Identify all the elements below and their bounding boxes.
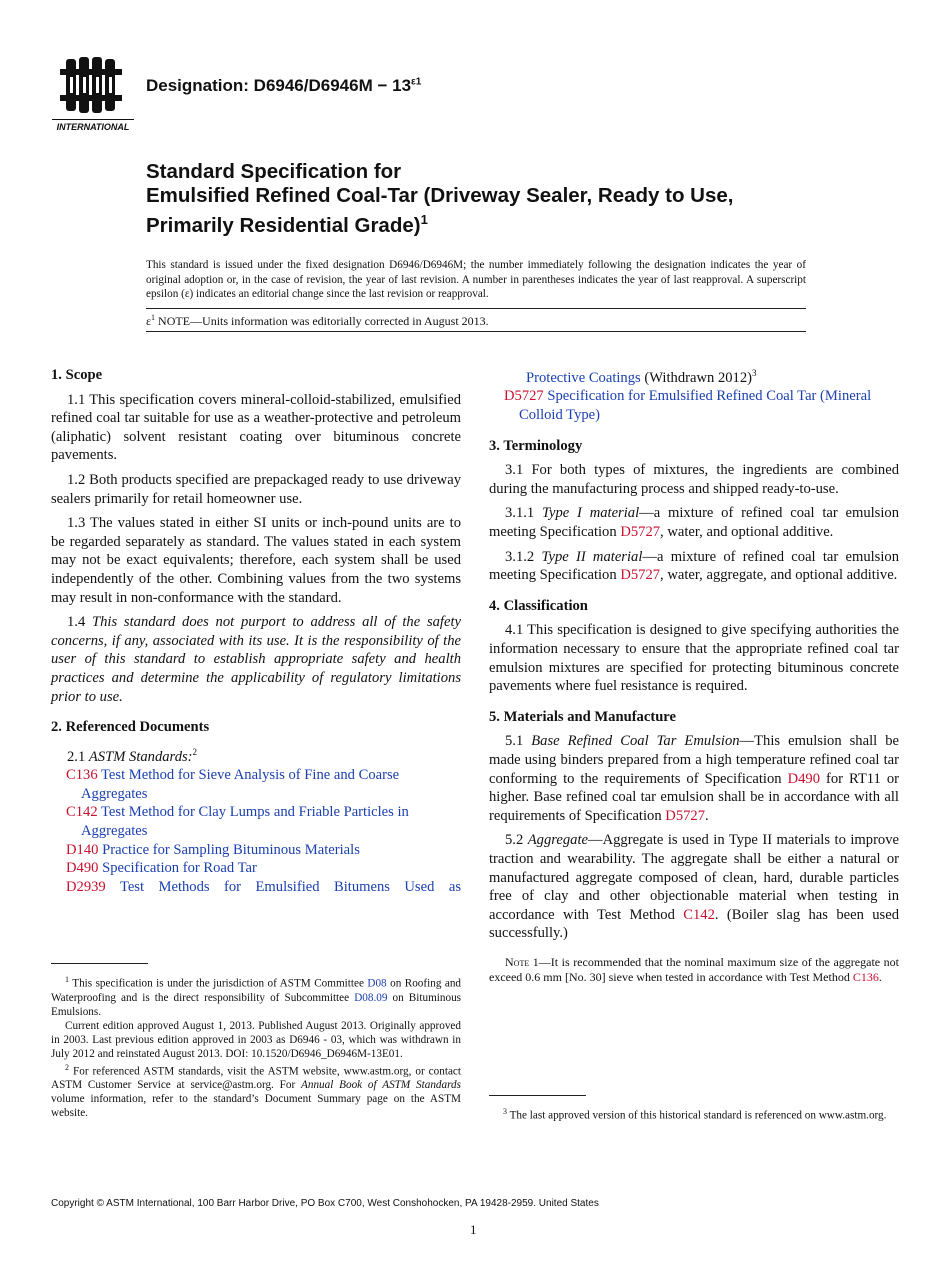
footnote-rule xyxy=(489,1095,586,1096)
note-text: —It is recommended that the nominal maximum size of the aggregate not exceed 0.6 mm [No. 30] sieve when tested in accordance with Test Method xyxy=(489,954,899,984)
paragraph-1-4 xyxy=(51,613,461,706)
footnote-text: on Bituminous Emulsions. xyxy=(51,991,462,1018)
paragraph-text: —Aggregate is used in Type II materials to improve traction and wearability. The aggregate shall be either a natural or manufactured aggregate composed of clean, hard, durable particles free of clay and other objectionable material when testing in accordance with Test Method xyxy=(489,832,899,923)
committee-link[interactable]: D08 xyxy=(367,977,387,990)
footnote-1-edition: Current edition approved August 1, 2013. Published August 2013. Originally approved in 2003. Last previous edition approved in 2003 as D6946 - 03, which was withdrawn in July 2012 and reinstated August 2013. DOI: 10.1520/D6946_D6946M-13E01. xyxy=(51,1019,461,1060)
reference-title[interactable]: Specification for Emulsified Refined Coal Tar (Mineral Colloid Type) xyxy=(519,388,872,424)
paragraph-3-1: 3.1 For both types of mixtures, the ingredients are combined during the manufacturing process and shipped ready-to-use. xyxy=(489,462,899,497)
section-heading-scope: 1. Scope xyxy=(51,367,103,383)
title-line-3: Primarily Residential Grade) xyxy=(146,213,421,237)
paragraph-5-2 xyxy=(489,831,899,943)
footnote-text: This specification is under the jurisdiction of ASTM Committee xyxy=(69,977,368,990)
defined-term: Base Refined Coal Tar Emulsion xyxy=(531,733,740,750)
reference-code[interactable]: C136 xyxy=(66,767,98,784)
paragraph-text: —a mixture of refined coal tar emulsion meeting Specification xyxy=(489,548,899,584)
reference-link[interactable]: D490 xyxy=(787,770,821,787)
footnote-number: 3 xyxy=(503,1107,507,1116)
paragraph-text: , water, aggregate, and optional additive. xyxy=(660,567,898,584)
note-label: Note 1 xyxy=(505,954,539,969)
paragraph-2-1 xyxy=(51,743,461,766)
footnote-text: volume information, refer to the standard’s Document Summary page on the ASTM website. xyxy=(51,1093,461,1120)
footnote-3 xyxy=(489,1105,899,1123)
reference-item[interactable] xyxy=(66,878,461,897)
reference-title[interactable]: Protective Coatings xyxy=(526,369,641,386)
paragraph-text: for RT11 or higher. Base refined coal tar emulsion shall be in accordance with all requirements of Specification xyxy=(489,770,899,824)
reference-title[interactable]: Test Method for Clay Lumps and Friable Particles in Aggregates xyxy=(81,804,409,839)
paragraph-number: 1.4 xyxy=(67,614,93,631)
title-line-2: Emulsified Refined Coal-Tar (Driveway Sealer, Ready to Use, xyxy=(146,184,734,207)
reference-link[interactable]: D5727 xyxy=(620,567,661,584)
footnote-number: 2 xyxy=(65,1062,69,1072)
reference-item[interactable] xyxy=(504,387,899,424)
paragraph-1-1: 1.1 This specification covers mineral-colloid-stabilized, emulsified refined coal tar suitable for use as a weather-protective and petroleum (aliphatic) solvent resistant coating over bituminous concrete pavements. xyxy=(51,391,461,464)
epsilon-symbol: ε xyxy=(146,314,152,328)
paragraph-number: 3.1.2 xyxy=(505,548,542,565)
paragraph-number: 5.1 xyxy=(505,733,532,750)
reference-item[interactable] xyxy=(66,766,461,803)
reference-title[interactable]: Test Methods for Emulsified Bitumens Used as xyxy=(119,878,461,895)
section-heading-referenced-documents: 2. Referenced Documents xyxy=(51,719,210,736)
paragraph-number: 2.1 xyxy=(67,748,89,765)
footnote-ref: 3 xyxy=(752,368,757,378)
paragraph-text: . xyxy=(705,807,709,824)
paragraph-text: , water, and optional additive. xyxy=(660,524,834,541)
title-line-1: Standard Specification for xyxy=(146,160,402,183)
subcommittee-link[interactable]: D08.09 xyxy=(354,991,388,1004)
paragraph-3-1-2 xyxy=(489,548,899,585)
defined-term: Aggregate xyxy=(527,832,588,849)
reference-code[interactable]: D2939 xyxy=(66,878,106,895)
svg-text:INTERNATIONAL: INTERNATIONAL xyxy=(56,122,130,132)
reference-code[interactable]: D5727 xyxy=(504,388,544,405)
left-column xyxy=(51,366,461,896)
divider xyxy=(146,308,806,309)
epsilon-note xyxy=(146,313,489,329)
footnote-number: 1 xyxy=(65,975,69,984)
title-footnote-ref: 1 xyxy=(420,212,428,227)
reference-item[interactable] xyxy=(66,841,461,860)
paragraph-1-3: 1.3 The values stated in either SI units or inch-pound units are to be regarded separately as standard. The values stated in each system may not be exact equivalents; therefore, each system shall be used independently of the other. Combining values from the two systems may result in non-conformance with the standard. xyxy=(51,515,461,606)
reference-link[interactable]: C142 xyxy=(683,906,715,923)
footnote-2 xyxy=(51,1061,461,1121)
note-text: . xyxy=(878,969,882,984)
reference-title[interactable]: Test Method for Sieve Analysis of Fine and Coarse Aggregates xyxy=(81,767,400,802)
page-number: 1 xyxy=(470,1222,477,1237)
safety-caveat: This standard does not purport to address all of the safety concerns, if any, associated with its use. It is the responsibility of the user of this standard to establish appropriate safety and health practices and determine the applicability of regulatory limitations prior to use. xyxy=(51,614,461,705)
paragraph-1-2: 1.2 Both products specified are prepackaged ready to use driveway sealers primarily for retail homeowner use. xyxy=(51,471,461,507)
footnote-text: on Roofing and Waterproofing and is the direct responsibility of Subcommittee xyxy=(51,977,462,1004)
paragraph-text: —a mixture of refined coal tar emulsion meeting Specification xyxy=(489,505,899,541)
reference-title[interactable]: Practice for Sampling Bituminous Materials xyxy=(102,841,360,858)
section-heading-terminology: 3. Terminology xyxy=(489,437,583,454)
withdrawn-note: (Withdrawn 2012) xyxy=(640,369,752,386)
paragraph-number: 3.1.1 xyxy=(505,505,542,522)
paragraph-3-1-1 xyxy=(489,504,899,541)
document-title xyxy=(146,160,826,238)
astm-standards-label: ASTM Standards: xyxy=(88,748,193,765)
reference-code[interactable]: D490 xyxy=(66,860,99,877)
footnotes-right xyxy=(489,1105,899,1123)
reference-code[interactable]: D140 xyxy=(66,841,99,858)
paragraph-4-1: 4.1 This specification is designed to give specifying authorities the information necessary to ensure that the appropriate refined coal tar emulsion mixtures are specified for protecting bituminous concrete pavements where fuel resistance is required. xyxy=(489,622,899,695)
paragraph-text: . (Boiler slag has been used successfully.) xyxy=(489,906,899,942)
reference-item-continued[interactable] xyxy=(511,364,899,387)
paragraph-text: —This emulsion shall be made using binders prepared from a high temperature refined coal tar conforming to the requirements of Specification xyxy=(489,733,899,787)
reference-code[interactable]: C142 xyxy=(66,804,98,821)
footnote-1 xyxy=(51,973,461,1019)
copyright-notice: Copyright © ASTM International, 100 Barr Harbor Drive, PO Box C700, West Conshohocken, PA 19428-2959. United States xyxy=(51,1198,599,1209)
astm-logo xyxy=(52,55,134,135)
reference-link[interactable]: D5727 xyxy=(665,807,706,824)
defined-term: Type I material xyxy=(541,505,640,522)
reference-link[interactable]: D5727 xyxy=(620,524,661,541)
reference-item[interactable] xyxy=(66,859,461,878)
section-heading-materials: 5. Materials and Manufacture xyxy=(489,708,676,725)
section-heading-classification: 4. Classification xyxy=(489,597,588,614)
footnote-italic: Annual Book of ASTM Standards xyxy=(301,1079,461,1092)
footnotes-left xyxy=(51,973,461,1120)
paragraph-number: 5.2 xyxy=(505,832,528,849)
paragraph-5-1 xyxy=(489,732,899,825)
right-column xyxy=(489,364,899,985)
designation-sup: ε1 xyxy=(411,76,422,88)
epsilon-note-text: NOTE—Units information was editorially corrected in August 2013. xyxy=(155,314,489,328)
reference-link[interactable]: C136 xyxy=(852,969,879,984)
defined-term: Type II material xyxy=(541,548,643,565)
divider xyxy=(146,331,806,332)
footnote-text: For referenced ASTM standards, visit the ASTM website, www.astm.org, or contact ASTM Customer Service at service@astm.org. For xyxy=(51,1065,461,1092)
reference-title[interactable]: Specification for Road Tar xyxy=(102,860,257,877)
reference-item[interactable] xyxy=(66,803,461,840)
designation xyxy=(146,76,421,96)
note-1 xyxy=(489,955,899,985)
footnote-rule xyxy=(51,963,148,964)
astm-logo-icon xyxy=(52,55,134,135)
footnote-ref: 2 xyxy=(192,746,198,757)
issuance-statement: This standard is issued under the fixed designation D6946/D6946M; the number immediately following the designation indicates the year of original adoption or, in the case of revision, the year of last revision. A number in parentheses indicates the year of last reapproval. A superscript epsilon (ε) indicates an editorial change since the last revision or reapproval. xyxy=(146,259,806,300)
designation-text: Designation: D6946/D6946M − 13 xyxy=(146,76,412,95)
epsilon-sup: 1 xyxy=(151,313,156,322)
footnote-text: The last approved version of this historical standard is referenced on www.astm.org. xyxy=(507,1109,887,1122)
